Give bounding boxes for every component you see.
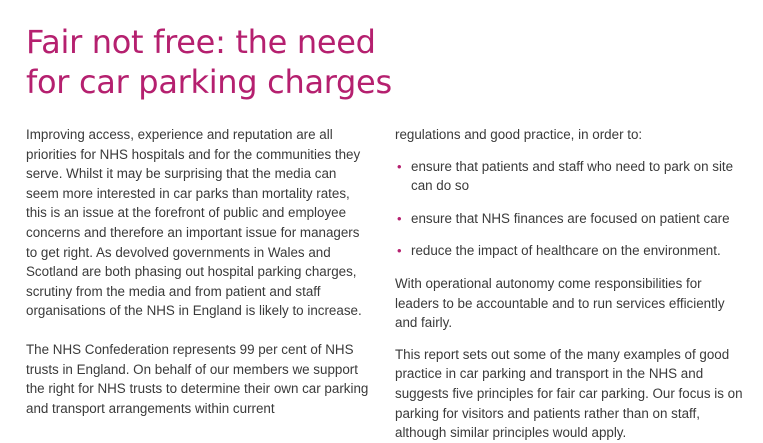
body-paragraph: Improving access, experience and reputation are all priorities for NHS hospitals and for the communities they serve. Whilst it may be surprising that the media can seem more interested in car parks than mortality rates, this is an issue at the forefront of public and employee concerns and therefore an important issue for managers to get right. As devolved governments in Wales and Scotland are both phasing out hospital parking charges, scrutiny from the media and from patient and staff organisations of the NHS in England is likely to increase. [26, 127, 362, 319]
body-paragraph: With operational autonomy come responsibilities for leaders to be accountable and to run services efficiently and fairly. [395, 275, 725, 331]
bullet-dot-icon: • [397, 243, 402, 259]
bullet-dot-icon: • [397, 158, 402, 174]
bullet-item [395, 241, 745, 261]
body-paragraph: The NHS Confederation represents 99 per cent of NHS trusts in England. On behalf of our members we support the right for NHS trusts to determine their own car parking and transport arrangements within current [26, 341, 369, 416]
lead-paragraph: regulations and good practice, in order to: [395, 127, 643, 142]
bullet-text: ensure that NHS finances are focused on patient care [411, 210, 730, 226]
bullet-item [395, 157, 745, 196]
page-title-line-2: for car parking charges [26, 63, 392, 101]
bullet-item [395, 209, 745, 229]
bullet-list [395, 157, 745, 261]
bullet-dot-icon: • [397, 210, 402, 226]
bullet-text: ensure that patients and staff who need to park on site can do so [411, 158, 734, 194]
body-paragraph: This report sets out some of the many examples of good practice in car parking and transport in the NHS and suggests five principles for fair car parking. Our focus is on parking for visitors and patients rather than on staff, although similar principles would apply. [395, 346, 743, 441]
left-column [26, 125, 371, 418]
page-title [26, 22, 446, 102]
bullet-text: reduce the impact of healthcare on the environment. [411, 243, 721, 259]
right-column [395, 125, 745, 443]
page-title-line-1: Fair not free: the need [26, 23, 376, 61]
